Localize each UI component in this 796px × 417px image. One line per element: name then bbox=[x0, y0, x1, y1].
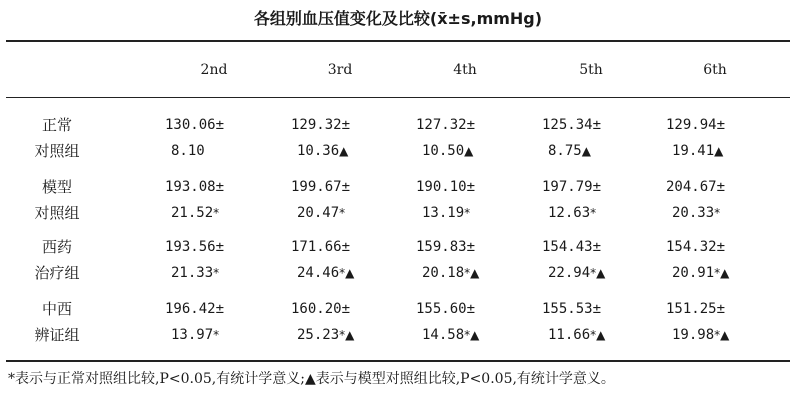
significance-mark: *▲ bbox=[590, 328, 606, 342]
group-label bbox=[20, 296, 94, 348]
cell-mean: 155.60± bbox=[416, 301, 476, 317]
cell-sd: 24.46 bbox=[297, 265, 340, 281]
table-cell bbox=[291, 296, 391, 348]
cell-sd: 20.91 bbox=[672, 265, 715, 281]
significance-mark: *▲ bbox=[714, 266, 730, 280]
cell-sd: 20.18 bbox=[422, 265, 465, 281]
column-header: 5th bbox=[579, 62, 603, 78]
significance-mark: * bbox=[213, 206, 220, 220]
significance-mark: * bbox=[213, 266, 220, 280]
table-cell bbox=[666, 296, 766, 348]
table-cell bbox=[416, 234, 516, 286]
column-header: 3rd bbox=[327, 62, 353, 78]
cell-mean: 151.25± bbox=[666, 301, 726, 317]
cell-sd: 20.33 bbox=[672, 205, 715, 221]
cell-sd: 14.58 bbox=[422, 327, 465, 343]
cell-mean: 155.53± bbox=[542, 301, 602, 317]
group-label-line1: 模型 bbox=[41, 178, 72, 196]
significance-mark: * bbox=[464, 206, 471, 220]
cell-mean: 129.94± bbox=[666, 117, 726, 133]
table-cell bbox=[666, 234, 766, 286]
significance-mark: ▲ bbox=[339, 144, 349, 158]
cell-sd: 8.10 bbox=[171, 143, 205, 159]
group-label bbox=[20, 112, 94, 164]
cell-sd: 11.66 bbox=[548, 327, 591, 343]
table-cell bbox=[165, 174, 265, 226]
cell-sd: 10.50 bbox=[422, 143, 465, 159]
cell-mean: 129.32± bbox=[291, 117, 351, 133]
cell-mean: 171.66± bbox=[291, 239, 351, 255]
cell-mean: 154.32± bbox=[666, 239, 726, 255]
significance-mark: * bbox=[590, 206, 597, 220]
cell-mean: 199.67± bbox=[291, 179, 351, 195]
cell-sd: 25.23 bbox=[297, 327, 340, 343]
cell-mean: 130.06± bbox=[165, 117, 225, 133]
cell-mean: 193.56± bbox=[165, 239, 225, 255]
table-cell bbox=[542, 174, 642, 226]
group-label-line2: 对照组 bbox=[34, 204, 80, 222]
cell-sd: 12.63 bbox=[548, 205, 591, 221]
table-cell bbox=[666, 112, 766, 164]
group-label-line1: 中西 bbox=[41, 300, 72, 318]
group-label bbox=[20, 174, 94, 226]
top-rule bbox=[6, 40, 790, 42]
table-cell bbox=[291, 174, 391, 226]
table-cell bbox=[542, 112, 642, 164]
group-label bbox=[20, 234, 94, 286]
cell-mean: 196.42± bbox=[165, 301, 225, 317]
table-cell bbox=[666, 174, 766, 226]
table-cell bbox=[542, 296, 642, 348]
cell-mean: 190.10± bbox=[416, 179, 476, 195]
group-label-line1: 西药 bbox=[41, 238, 72, 256]
group-label-line2: 辨证组 bbox=[34, 326, 80, 344]
table-cell bbox=[165, 112, 265, 164]
significance-mark: *▲ bbox=[590, 266, 606, 280]
column-header: 2nd bbox=[200, 62, 228, 78]
significance-mark: *▲ bbox=[714, 328, 730, 342]
column-header: 4th bbox=[453, 62, 477, 78]
cell-mean: 197.79± bbox=[542, 179, 602, 195]
significance-mark: ▲ bbox=[714, 144, 724, 158]
cell-sd: 10.36 bbox=[297, 143, 340, 159]
table-cell bbox=[416, 112, 516, 164]
column-header: 6th bbox=[703, 62, 727, 78]
table-cell bbox=[165, 296, 265, 348]
table-cell bbox=[165, 234, 265, 286]
cell-sd: 8.75 bbox=[548, 143, 582, 159]
cell-sd: 20.47 bbox=[297, 205, 340, 221]
significance-mark: *▲ bbox=[339, 328, 355, 342]
cell-sd: 22.94 bbox=[548, 265, 591, 281]
group-label-line1: 正常 bbox=[41, 116, 72, 134]
cell-sd: 21.52 bbox=[171, 205, 214, 221]
cell-mean: 127.32± bbox=[416, 117, 476, 133]
significance-mark: *▲ bbox=[464, 328, 480, 342]
cell-mean: 125.34± bbox=[542, 117, 602, 133]
table-cell bbox=[291, 112, 391, 164]
cell-sd: 19.41 bbox=[672, 143, 715, 159]
significance-mark: *▲ bbox=[464, 266, 480, 280]
significance-mark: *▲ bbox=[339, 266, 355, 280]
header-rule bbox=[6, 97, 790, 98]
significance-mark: * bbox=[213, 328, 220, 342]
table-title: 各组别血压值变化及比较(x̄±s,mmHg) bbox=[253, 9, 543, 28]
cell-sd: 13.97 bbox=[171, 327, 214, 343]
cell-mean: 154.43± bbox=[542, 239, 602, 255]
table-cell bbox=[291, 234, 391, 286]
table-cell bbox=[542, 234, 642, 286]
table-cell bbox=[416, 296, 516, 348]
cell-sd: 19.98 bbox=[672, 327, 715, 343]
table-cell bbox=[416, 174, 516, 226]
cell-mean: 193.08± bbox=[165, 179, 225, 195]
cell-sd: 13.19 bbox=[422, 205, 465, 221]
cell-sd: 21.33 bbox=[171, 265, 214, 281]
significance-mark: * bbox=[714, 206, 721, 220]
significance-mark: ▲ bbox=[581, 144, 591, 158]
bottom-rule bbox=[6, 360, 790, 362]
significance-mark: ▲ bbox=[464, 144, 474, 158]
group-label-line2: 治疗组 bbox=[34, 264, 80, 282]
cell-mean: 159.83± bbox=[416, 239, 476, 255]
cell-mean: 204.67± bbox=[666, 179, 726, 195]
footnote: *表示与正常对照组比较,P<0.05,有统计学意义;▲表示与模型对照组比较,P<0.05,有统计学意义。 bbox=[8, 371, 615, 387]
cell-mean: 160.20± bbox=[291, 301, 351, 317]
significance-mark: * bbox=[339, 206, 346, 220]
group-label-line2: 对照组 bbox=[34, 142, 80, 160]
